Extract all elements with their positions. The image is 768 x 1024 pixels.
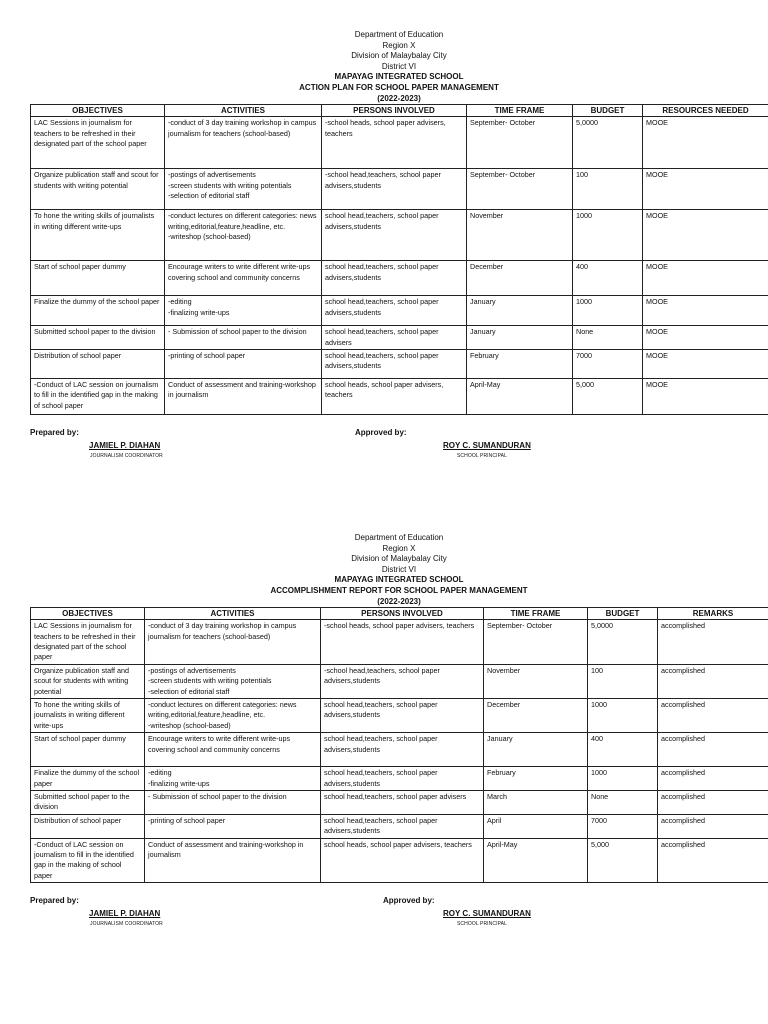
table-cell: September- October [484,620,588,665]
table-row [31,326,768,350]
approved-by-label: Approved by: [383,896,435,906]
table-cell: -editing -finalizing write-ups [145,767,321,791]
table-cell: -Conduct of LAC session on journalism to fill in the identified gap in the making of school paper [31,838,145,883]
table-cell: Start of school paper dummy [31,261,165,296]
column-header: OBJECTIVES [31,105,165,117]
table-header-row [31,608,768,620]
table-cell: MOOE [643,296,768,326]
table-cell: 100 [573,169,643,210]
table-cell: -school head,teachers, school paper advisers,students [322,169,467,210]
table-cell: 1000 [588,767,658,791]
table-cell: None [588,791,658,815]
table-cell: 400 [588,733,658,767]
signature-block [30,896,768,936]
table-cell: March [484,791,588,815]
table-cell: school head,teachers, school paper advisers [321,791,484,815]
region-label: Region X [382,40,416,50]
plan-header [30,30,768,104]
table-cell: Submitted school paper to the division [31,326,165,350]
table-cell: Conduct of assessment and training-workshop in journalism [145,838,321,883]
report-header [30,533,768,607]
table-cell: MOOE [643,261,768,296]
approver-title: SCHOOL PRINCIPAL [457,452,507,459]
table-cell: April-May [467,378,573,414]
table-cell: April-May [484,838,588,883]
table-cell: 5,000 [573,378,643,414]
table-cell: school heads, school paper advisers, teachers [321,838,484,883]
prepared-by-label: Prepared by: [30,427,79,437]
column-header: RESOURCES NEEDED [643,105,768,117]
table-cell: school head,teachers, school paper advisers,students [321,699,484,733]
table-cell: Distribution of school paper [31,814,145,838]
table-row [31,349,768,378]
column-header: ACTIVITIES [145,608,321,620]
table-cell: school head,teachers, school paper advisers,students [321,733,484,767]
table-cell: school head,teachers, school paper advisers [322,326,467,350]
table-row [31,117,768,169]
table-cell: MOOE [643,326,768,350]
action-plan-table [30,104,768,415]
column-header: BUDGET [573,105,643,117]
preparer-title: JOURNALISM COORDINATOR [90,921,163,928]
table-cell: Distribution of school paper [31,349,165,378]
column-header: OBJECTIVES [31,608,145,620]
accomplishment-report-table [30,607,768,883]
table-cell: LAC Sessions in journalism for teachers to be refreshed in their designated part of the school paper [31,620,145,665]
table-cell: 5,000 [588,838,658,883]
table-cell: school head,teachers, school paper advisers,students [321,767,484,791]
table-cell: January [467,326,573,350]
district-label: District VI [381,564,417,574]
table-row [31,791,768,815]
table-row [31,296,768,326]
table-cell: -postings of advertisements -screen students with writing potentials -selection of editorial staff [145,664,321,698]
table-cell: November [484,664,588,698]
table-cell: Encourage writers to write different write-ups covering school and community concerns [145,733,321,767]
table-cell: -editing -finalizing write-ups [165,296,322,326]
table-cell: Submitted school paper to the division [31,791,145,815]
table-row [31,838,768,883]
table-cell: school head,teachers, school paper advisers,students [322,296,467,326]
table-cell: September- October [467,169,573,210]
school-name: MAPAYAG INTEGRATED SCHOOL [334,575,464,585]
table-cell: school heads, school paper advisers, teachers [322,378,467,414]
division-label: Division of Malaybalay City [351,554,447,564]
department-label: Department of Education [354,30,444,39]
table-cell: accomplished [658,838,768,883]
column-header: PERSONS INVOLVED [321,608,484,620]
table-row [31,814,768,838]
table-cell: -conduct of 3 day training workshop in campus journalism for teachers (school-based) [165,117,322,169]
table-header-row [31,105,768,117]
document-title: ACTION PLAN FOR SCHOOL PAPER MANAGEMENT [299,82,499,92]
table-cell: December [467,261,573,296]
table-cell: accomplished [658,699,768,733]
table-cell: Start of school paper dummy [31,733,145,767]
table-cell: -conduct of 3 day training workshop in campus journalism for teachers (school-based) [145,620,321,665]
table-cell: school head,teachers, school paper advisers,students [322,210,467,261]
preparer-name: JAMIEL P. DIAHAN [89,909,161,919]
table-cell: accomplished [658,814,768,838]
accomplishment-report-section [30,533,768,936]
table-cell: accomplished [658,664,768,698]
table-cell: 5,0000 [573,117,643,169]
table-cell: school head,teachers, school paper advisers,students [321,814,484,838]
table-row [31,699,768,733]
table-row [31,620,768,665]
table-cell: To hone the writing skills of journalists in writing different write-ups [31,210,165,261]
school-name: MAPAYAG INTEGRATED SCHOOL [334,72,464,82]
table-cell: September- October [467,117,573,169]
table-cell: 7000 [588,814,658,838]
preparer-title: JOURNALISM COORDINATOR [90,452,163,459]
table-cell: MOOE [643,210,768,261]
table-cell: To hone the writing skills of journalists in writing different write-ups [31,699,145,733]
column-header: TIME FRAME [467,105,573,117]
table-cell: MOOE [643,169,768,210]
table-cell: accomplished [658,791,768,815]
prepared-by-label: Prepared by: [30,896,79,906]
table-row [31,733,768,767]
table-cell: accomplished [658,620,768,665]
column-header: PERSONS INVOLVED [322,105,467,117]
table-cell: 1000 [573,296,643,326]
table-cell: accomplished [658,767,768,791]
table-cell: None [573,326,643,350]
table-cell: Encourage writers to write different write-ups covering school and community concerns [165,261,322,296]
table-cell: -school heads, school paper advisers, teachers [321,620,484,665]
table-cell: -postings of advertisements -screen students with writing potentials -selection of editorial staff [165,169,322,210]
table-row [31,169,768,210]
table-cell: - Submission of school paper to the division [165,326,322,350]
table-cell: 1000 [588,699,658,733]
table-cell: February [467,349,573,378]
table-cell: 5,0000 [588,620,658,665]
table-cell: -school head,teachers, school paper advisers,students [321,664,484,698]
table-cell: -printing of school paper [165,349,322,378]
division-label: Division of Malaybalay City [351,51,447,61]
table-cell: 400 [573,261,643,296]
school-year: (2022-2023) [377,93,421,103]
department-label: Department of Education [354,533,444,542]
table-cell: Conduct of assessment and training-workshop in journalism [165,378,322,414]
district-label: District VI [381,61,417,71]
approver-name: ROY C. SUMANDURAN [443,440,531,450]
table-row [31,664,768,698]
table-cell: Organize publication staff and scout for students with writing potential [31,169,165,210]
school-year: (2022-2023) [377,596,421,606]
table-row [31,210,768,261]
table-cell: accomplished [658,733,768,767]
table-cell: 1000 [573,210,643,261]
table-cell: January [467,296,573,326]
table-cell: -Conduct of LAC session on journalism to fill in the identified gap in the making of school paper [31,378,165,414]
table-cell: school head,teachers, school paper advisers,students [322,261,467,296]
table-cell: December [484,699,588,733]
approved-by-label: Approved by: [355,427,407,437]
table-cell: -school heads, school paper advisers, teachers [322,117,467,169]
column-header: BUDGET [588,608,658,620]
table-row [31,261,768,296]
approver-title: SCHOOL PRINCIPAL [457,921,507,928]
table-cell: February [484,767,588,791]
table-cell: April [484,814,588,838]
table-row [31,378,768,414]
table-cell: -conduct lectures on different categories: news writing,editorial,feature,headline, etc. -writeshop (school-based) [165,210,322,261]
table-cell: Finalize the dummy of the school paper [31,767,145,791]
table-cell: November [467,210,573,261]
table-cell: school head,teachers, school paper advisers,students [322,349,467,378]
column-header: REMARKS [658,608,768,620]
table-cell: Organize publication staff and scout for students with writing potential [31,664,145,698]
table-cell: January [484,733,588,767]
table-cell: -printing of school paper [145,814,321,838]
table-cell: 100 [588,664,658,698]
table-cell: - Submission of school paper to the division [145,791,321,815]
table-cell: LAC Sessions in journalism for teachers to be refreshed in their designated part of the school paper [31,117,165,169]
column-header: ACTIVITIES [165,105,322,117]
approver-name: ROY C. SUMANDURAN [443,909,531,919]
action-plan-section [30,30,768,468]
preparer-name: JAMIEL P. DIAHAN [89,440,161,450]
table-cell: MOOE [643,349,768,378]
table-cell: 7000 [573,349,643,378]
table-cell: MOOE [643,117,768,169]
document-title: ACCOMPLISHMENT REPORT FOR SCHOOL PAPER MANAGEMENT [270,585,528,595]
region-label: Region X [382,543,416,553]
table-row [31,767,768,791]
table-cell: Finalize the dummy of the school paper [31,296,165,326]
signature-block [30,428,768,468]
column-header: TIME FRAME [484,608,588,620]
table-cell: MOOE [643,378,768,414]
table-cell: -conduct lectures on different categories: news writing,editorial,feature,headline, etc. -writeshop (school-based) [145,699,321,733]
